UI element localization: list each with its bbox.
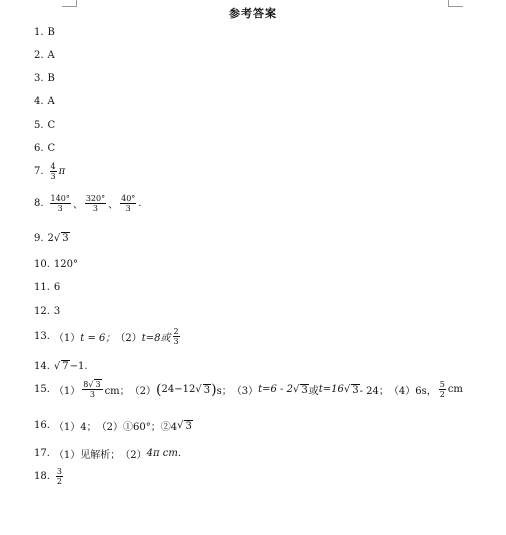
answer-value: B: [47, 73, 55, 84]
fraction: [82, 380, 102, 399]
question-number: 5.: [34, 120, 44, 131]
answer-row-9: [34, 232, 70, 244]
sqrt-icon: √: [88, 380, 94, 389]
denominator: 3: [92, 204, 99, 213]
answer-value: B: [47, 27, 55, 38]
fraction: [120, 194, 136, 213]
part-answer: 4π cm.: [146, 448, 182, 459]
radicand: 3: [185, 420, 192, 432]
question-number: 13.: [34, 331, 50, 342]
part-label: （2）: [120, 450, 147, 461]
numerator: 4: [50, 162, 56, 171]
answer-row-1: [34, 27, 55, 38]
answer-value: C: [47, 120, 56, 131]
sqrt-icon: √: [53, 360, 61, 372]
answer-row-13: [34, 327, 182, 346]
answer-row-10: [34, 259, 78, 270]
numerator: 3: [56, 467, 62, 476]
answer-row-12: [34, 306, 60, 317]
expr: 24−12: [161, 384, 196, 395]
coefficient: 2: [47, 232, 54, 244]
denominator: 3: [57, 204, 63, 213]
denominator: 3: [125, 204, 131, 213]
coefficient: 8: [83, 380, 89, 389]
part-label: （2）: [115, 333, 142, 344]
numerator: 320°: [85, 194, 106, 203]
unit: s；: [216, 386, 232, 397]
answer-row-2: [34, 50, 55, 61]
answer-value: [54, 380, 463, 399]
answer-row-11: [34, 282, 60, 293]
question-number: 3.: [34, 73, 44, 84]
question-number: 11.: [34, 282, 50, 293]
sqrt-icon: √: [53, 232, 61, 244]
answer-tail: −1.: [69, 360, 88, 372]
answer-value: [54, 360, 88, 372]
answer-value: [54, 327, 182, 346]
answer-row-6: [34, 143, 55, 154]
separator: 、: [108, 200, 119, 211]
part-answer: （2）①60°；②4: [96, 422, 178, 433]
answer-row-7: [34, 162, 65, 181]
unit: cm: [447, 384, 463, 395]
answer-value: [48, 162, 66, 181]
part-label: （2）: [129, 386, 157, 397]
answer-value: [54, 467, 65, 486]
denominator: 2: [56, 477, 62, 486]
expr: t=16: [318, 384, 344, 395]
question-number: 9.: [34, 232, 44, 244]
radicand: 3: [95, 380, 101, 389]
part-answer: t = 6；: [80, 333, 116, 344]
part-label: （1）: [53, 386, 81, 397]
question-number: 16.: [34, 420, 50, 431]
sqrt-icon: √: [292, 384, 300, 395]
fraction: [85, 194, 106, 213]
answer-value: C: [47, 143, 56, 154]
answer-row-5: [34, 120, 55, 131]
pi-symbol: π: [58, 166, 66, 177]
answer-value: 3: [53, 306, 61, 317]
question-number: 12.: [34, 306, 50, 317]
numerator: 2: [173, 327, 179, 336]
question-number: 2.: [34, 50, 44, 61]
answer-row-8: [34, 194, 141, 213]
question-number: 17.: [34, 448, 50, 459]
denominator: 2: [439, 390, 445, 399]
numerator: 5: [439, 380, 445, 389]
answer-value: 120°: [53, 259, 78, 270]
fraction: [173, 327, 180, 346]
part-answer: （1）4；: [53, 422, 97, 433]
answer-value: A: [47, 96, 55, 107]
sqrt-icon: √: [195, 384, 202, 395]
page-title: 参考答案: [229, 7, 277, 20]
answer-row-15: [34, 380, 463, 399]
question-number: 1.: [34, 27, 44, 38]
sqrt-icon: √: [177, 420, 184, 431]
question-number: 7.: [34, 166, 44, 177]
answer-value: 6: [53, 282, 61, 293]
part-label: （1）: [53, 333, 81, 344]
fraction: [439, 380, 446, 399]
radicand: 3: [301, 384, 308, 396]
denominator: 3: [173, 337, 179, 346]
answer-row-18: [34, 467, 65, 486]
question-number: 18.: [34, 471, 50, 482]
question-number: 15.: [34, 384, 50, 395]
radicand: 3: [203, 384, 211, 396]
question-number: 4.: [34, 96, 44, 107]
answer-value: A: [47, 50, 55, 61]
unit: cm；: [104, 386, 130, 397]
fraction: [56, 467, 63, 486]
radicand: 3: [62, 233, 69, 244]
question-number: 8.: [34, 198, 44, 209]
question-number: 6.: [34, 143, 44, 154]
expr: - 24；: [359, 386, 389, 397]
answer-value: [54, 418, 193, 433]
radicand: 7: [62, 361, 69, 372]
part-answer: （1）见解析；: [53, 450, 121, 461]
sqrt-icon: √: [343, 384, 351, 395]
paren-close-icon: ): [211, 381, 217, 398]
answer-value: [54, 446, 181, 461]
answer-row-4: [34, 96, 55, 107]
paren-open-icon: (: [156, 381, 162, 398]
part-answer: t=8或: [141, 333, 171, 344]
or-word: 或: [308, 386, 319, 397]
part-label: （3）: [231, 386, 259, 397]
question-number: 14.: [34, 360, 50, 372]
expr: t=6 - 2: [258, 384, 293, 395]
numerator: 40°: [121, 194, 136, 203]
answer-value: [48, 232, 70, 244]
answer-row-17: [34, 446, 181, 461]
fraction: [50, 162, 57, 181]
part-label: （4）6s，: [388, 386, 437, 397]
question-number: 10.: [34, 259, 50, 270]
answer-value: [48, 194, 142, 213]
denominator: 3: [89, 390, 95, 399]
radicand: 3: [352, 384, 359, 396]
answer-row-16: [34, 418, 193, 433]
fraction: [50, 194, 71, 213]
answer-row-3: [34, 73, 55, 84]
numerator: 140°: [50, 194, 70, 203]
separator: 、: [72, 200, 83, 211]
numerator: [82, 380, 102, 390]
end-mark: .: [138, 198, 142, 209]
denominator: 3: [50, 172, 56, 181]
answer-row-14: [34, 360, 88, 372]
